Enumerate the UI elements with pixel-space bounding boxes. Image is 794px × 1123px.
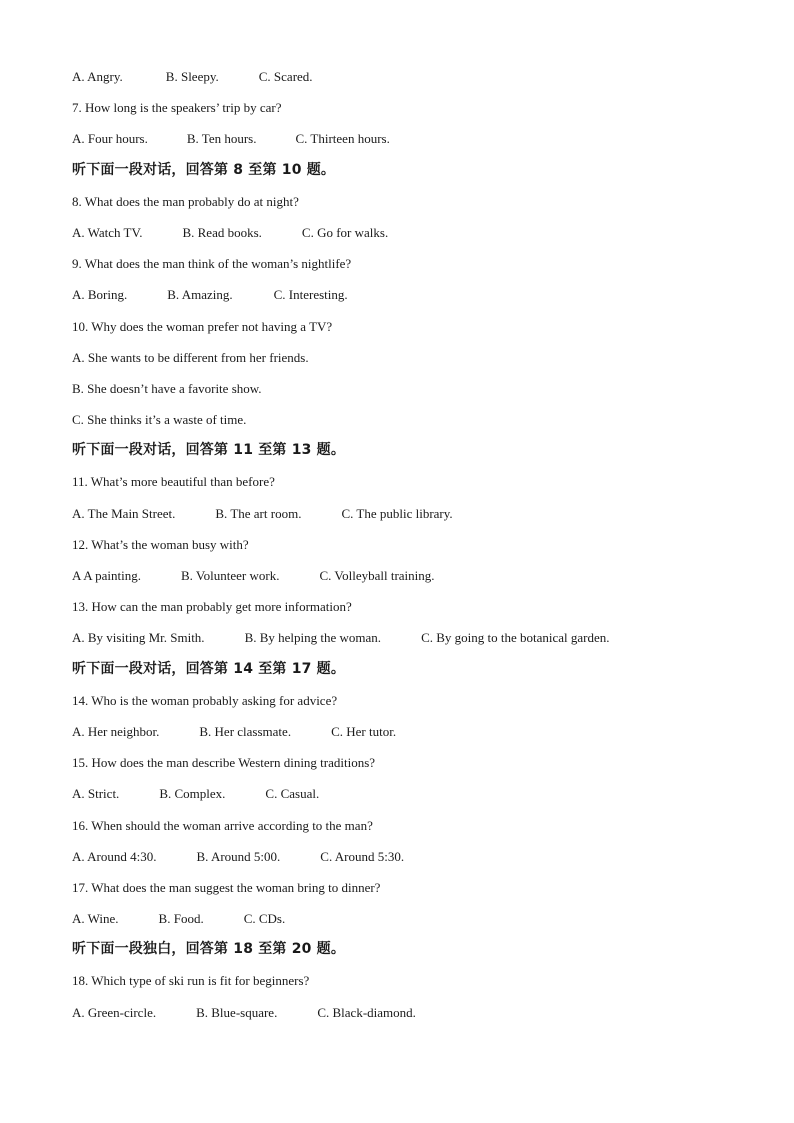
answer-option: B. The art room. [215,505,302,521]
answer-option: C. Black-diamond. [317,1004,416,1020]
question-text: 11. What’s more beautiful than before? [72,474,275,490]
answer-option: B. Blue-square. [196,1004,278,1020]
answer-option: B. Around 5:00. [196,848,281,864]
answer-option: A. By visiting Mr. Smith. [72,630,205,646]
section-heading: 听下面一段对话，回答第 8 至第 10 题。 [72,161,336,178]
question-text: 10. Why does the woman prefer not having a TV? [72,318,333,334]
question-text: C. She thinks it’s a waste of time. [72,412,247,428]
question-text: 15. How does the man describe Western dining traditions? [72,755,376,771]
answer-option: A. Angry. [72,69,123,84]
answer-option: A. The Main Street. [72,505,176,521]
answer-option: B. Ten hours. [186,131,257,147]
answer-options [72,61,754,92]
answer-option: C. Around 5:30. [320,848,405,864]
answer-option: C. Interesting. [273,287,348,303]
question-text: 7. How long is the speakers’ trip by car? [72,100,282,116]
section-heading: 听下面一段对话，回答第 14 至第 17 题。 [72,660,346,677]
answer-option: C. The public library. [341,505,453,521]
answer-option: A. Around 4:30. [72,848,157,864]
answer-option: C. Casual. [265,786,320,802]
question-text: A. She wants to be different from her friends. [72,349,309,365]
answer-options [72,498,754,529]
section-heading: 听下面一段对话，回答第 11 至第 13 题。 [72,442,346,459]
answer-options [72,716,754,747]
section-heading: 听下面一段独白，回答第 18 至第 20 题。 [72,941,346,958]
answer-options [72,279,754,310]
answer-option: B. Sleepy. [165,69,219,84]
question-text: 8. What does the man probably do at night? [72,193,299,209]
question-text: 12. What’s the woman busy with? [72,536,249,552]
question-text: 13. How can the man probably get more information? [72,599,352,615]
answer-option: C. Her tutor. [331,723,397,739]
answer-options [72,778,754,809]
answer-option: B. By helping the woman. [244,630,382,646]
answer-option: A A painting. [72,568,141,583]
answer-option: A. Watch TV. [72,224,143,240]
answer-option: C. Thirteen hours. [295,131,390,147]
answer-option: A. Green-circle. [72,1004,157,1020]
answer-option: A. Strict. [72,786,120,802]
answer-option: C. Volleyball training. [319,568,435,583]
question-text: 9. What does the man think of the woman’s nightlife? [72,256,352,272]
question-text: 17. What does the man suggest the woman bring to dinner? [72,879,381,895]
answer-option: C. Scared. [258,69,313,84]
answer-options [72,560,754,591]
answer-option: A. Boring. [72,287,128,303]
answer-option: C. Go for walks. [301,224,389,240]
answer-option: C. By going to the botanical garden. [421,630,610,646]
answer-options [72,217,754,248]
question-text: B. She doesn’t have a favorite show. [72,380,262,396]
answer-option: B. Complex. [159,786,226,802]
answer-option: A. Four hours. [72,131,148,147]
question-text: 16. When should the woman arrive according to the man? [72,817,373,833]
answer-option: A. Wine. [72,911,119,927]
answer-option: C. CDs. [243,911,286,927]
answer-option: A. Her neighbor. [72,723,160,739]
answer-options [72,997,754,1028]
answer-option: B. Amazing. [167,287,233,303]
question-text: 18. Which type of ski run is fit for beginners? [72,973,310,989]
answer-options [72,903,754,934]
answer-option: B. Food. [158,911,204,927]
document-page [72,61,754,1028]
answer-options [72,841,754,872]
answer-option: B. Volunteer work. [180,568,280,583]
question-text: 14. Who is the woman probably asking for advice? [72,692,338,708]
answer-option: B. Her classmate. [199,723,292,739]
answer-options [72,123,754,154]
answer-option: B. Read books. [182,224,262,240]
answer-options [72,622,754,653]
